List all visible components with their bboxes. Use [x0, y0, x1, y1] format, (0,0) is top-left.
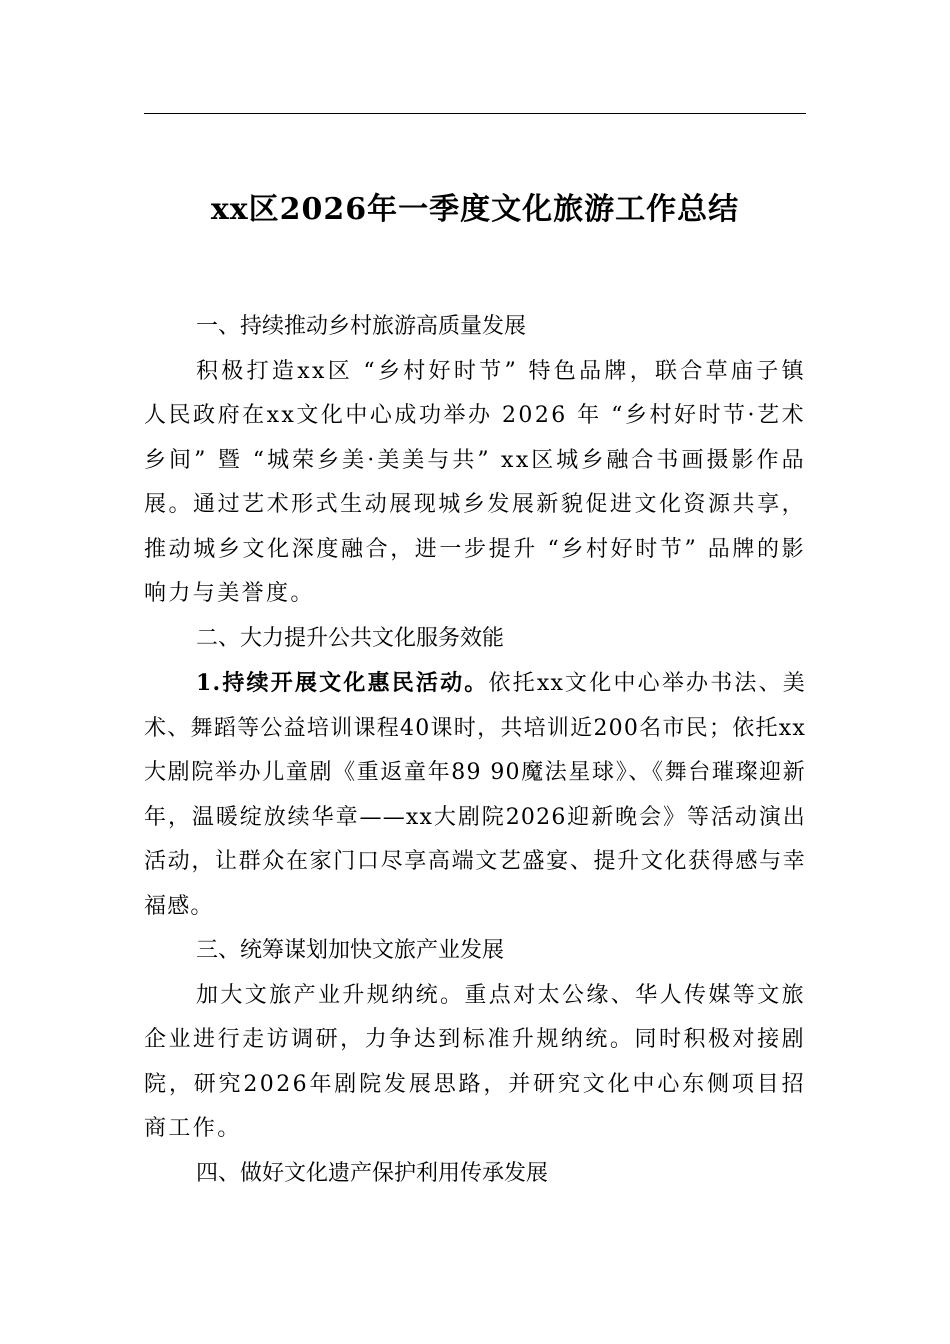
section-heading-2: 二、大力提升公共文化服务效能: [196, 625, 505, 651]
section-paragraph-1: 积极打造xx区 “乡村好时节” 特色品牌，联合草庙子镇人民政府在xx文化中心成功举办 2026 年 “乡村好时节·艺术乡间” 暨 “城荣乡美·美美与共” xx区城乡融合书画摄影作品展。通过艺术形式生动展现城乡发展新貌促进文化资源共享，推动城乡文化深度融合，进一步提升 “乡村好时节” 品牌的影响力与美誉度。: [144, 358, 806, 606]
section-paragraph-3: 加大文旅产业升规纳统。重点对太公缘、华人传媒等文旅企业进行走访调研，力争达到标准升规纳统。同时积极对接剧院，研究2026年剧院发展思路，并研究文化中心东侧项目招商工作。: [144, 982, 807, 1141]
section-heading-4: 四、做好文化遗产保护利用传承发展: [196, 1160, 549, 1186]
section-paragraph-2-text: 依托xx文化中心举办书法、美术、舞蹈等公益培训课程40课时，共培训近200名市民；依托xx大剧院举办儿童剧《重返童年89 90魔法星球》、《舞台璀璨迎新年，温暖绽放续华章——xx大剧院2026迎新晚会》等活动演出活动，让群众在家门口尽享高端文艺盛宴、提升文化获得感与幸福感。: [144, 671, 806, 919]
section-paragraph-2: [144, 661, 806, 929]
header-rule: [144, 113, 806, 114]
section-heading-1: 一、持续推动乡村旅游高质量发展: [196, 314, 527, 339]
section-paragraph-2-lead: 1.持续开展文化惠民活动。: [196, 670, 489, 696]
document-title: xx区2026年一季度文化旅游工作总结: [210, 192, 740, 227]
section-heading-3: 三、统筹谋划加快文旅产业发展: [196, 938, 505, 963]
document-body: [144, 305, 806, 1196]
